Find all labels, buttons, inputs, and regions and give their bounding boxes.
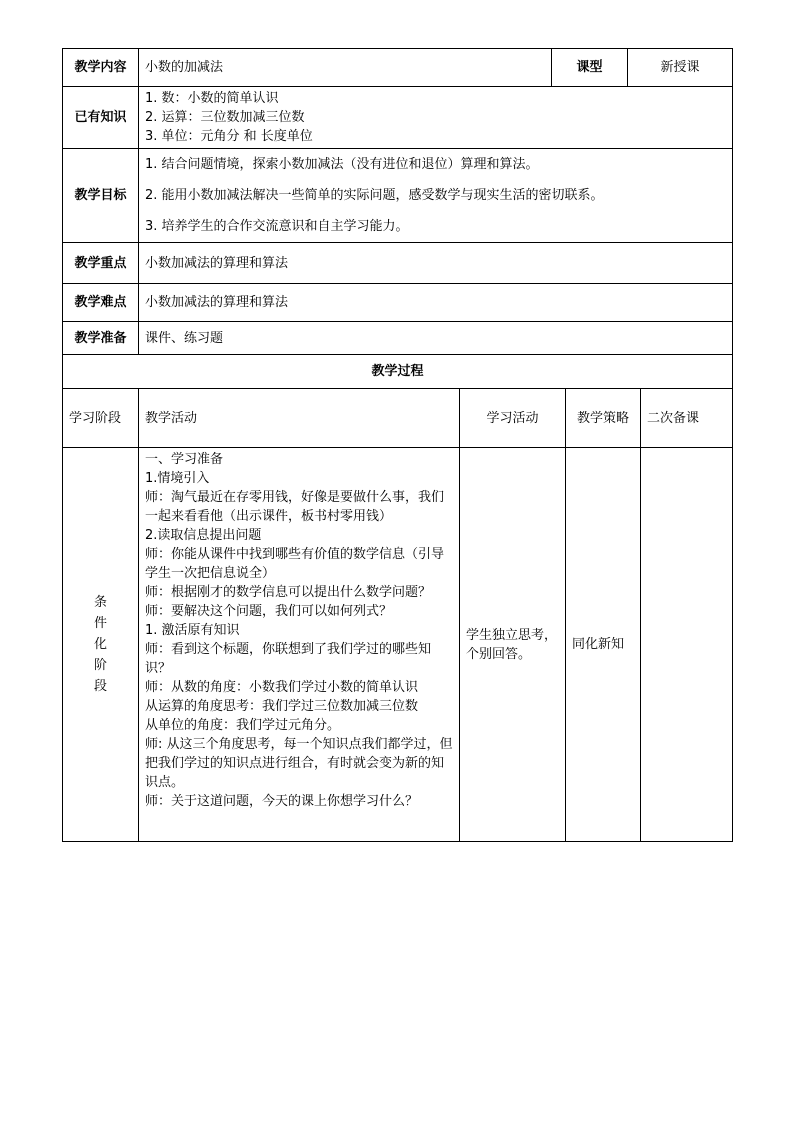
objectives-label: 教学目标 (63, 149, 139, 243)
header-learning-activity: 学习活动 (460, 389, 566, 448)
lesson-plan-table (62, 48, 733, 842)
stage-char: 条 (93, 595, 107, 610)
preparation-row (63, 322, 733, 355)
stage-cell (63, 448, 139, 842)
stage-char: 件 (93, 616, 107, 631)
prior-knowledge-row (63, 87, 733, 149)
process-header-row (63, 389, 733, 448)
key-points-row (63, 243, 733, 284)
learning-activity-cell: 学生独立思考，个别回答。 (460, 448, 566, 842)
header-teaching-activity: 教学活动 (139, 389, 460, 448)
stage-char: 化 (93, 637, 107, 652)
header-strategy: 教学策略 (566, 389, 641, 448)
objective-item: 2. 能用小数加减法解决一些简单的实际问题，感受数学与现实生活的密切联系。 (145, 188, 604, 203)
type-label: 课型 (552, 49, 628, 87)
prior-knowledge-item: 1. 数：小数的简单认识 (145, 91, 279, 106)
objectives-list (139, 149, 733, 243)
second-prep-cell (641, 448, 733, 842)
prior-knowledge-item: 3. 单位：元角分 和 长度单位 (145, 129, 313, 144)
prior-knowledge-item: 2. 运算：三位数加减三位数 (145, 110, 305, 125)
activity-line: 师：淘气最近在存零用钱，好像是要做什么事，我们一起来看看他（出示课件，板书村零用钱） (145, 490, 445, 524)
key-points-label: 教学重点 (63, 243, 139, 284)
process-title-row (63, 355, 733, 389)
objective-item: 1. 结合问题情境，探索小数加减法（没有进位和退位）算理和算法。 (145, 157, 539, 172)
difficulties-row (63, 284, 733, 322)
preparation-value: 课件、练习题 (139, 322, 733, 355)
stage-char: 阶 (93, 658, 107, 673)
header-second-prep: 二次备课 (641, 389, 733, 448)
type-value: 新授课 (628, 49, 733, 87)
activity-line: 师：根据刚才的数学信息可以提出什么数学问题？ (145, 585, 432, 600)
activity-line: 一、学习准备 (145, 452, 224, 467)
objectives-row (63, 149, 733, 243)
activity-line: 1. 激活原有知识 (145, 623, 240, 638)
content-row (63, 49, 733, 87)
activity-line: 师: 从这三个角度思考，每一个知识点我们都学过，但把我们学过的知识点进行组合，有时就会变为新的知识点。 (145, 737, 453, 790)
preparation-label: 教学准备 (63, 322, 139, 355)
activity-line: 从运算的角度思考：我们学过三位数加减三位数 (145, 699, 419, 714)
header-stage: 学习阶段 (63, 389, 139, 448)
activity-line: 师：你能从课件中找到哪些有价值的数学信息（引导学生一次把信息说全） (145, 547, 445, 581)
activity-line: 2.读取信息提出问题 (145, 528, 262, 543)
activity-line: 师：从数的角度：小数我们学过小数的简单认识 (145, 680, 419, 695)
key-points-value: 小数加减法的算理和算法 (139, 243, 733, 284)
difficulties-label: 教学难点 (63, 284, 139, 322)
process-row (63, 448, 733, 842)
activity-line: 1.情境引入 (145, 471, 210, 486)
prior-knowledge-label: 已有知识 (63, 87, 139, 149)
prior-knowledge-list (139, 87, 733, 149)
activity-line: 从单位的角度：我们学过元角分。 (145, 718, 341, 733)
activity-line: 师：要解决这个问题，我们可以如何列式？ (145, 604, 393, 619)
activity-line: 师：关于这道问题，今天的课上你想学习什么？ (145, 794, 419, 809)
strategy-cell: 同化新知 (566, 448, 641, 842)
difficulties-value: 小数加减法的算理和算法 (139, 284, 733, 322)
activity-line: 师：看到这个标题，你联想到了我们学过的哪些知识？ (145, 642, 432, 676)
process-title: 教学过程 (63, 355, 733, 389)
content-value: 小数的加减法 (139, 49, 552, 87)
content-label: 教学内容 (63, 49, 139, 87)
stage-char: 段 (93, 679, 107, 694)
objective-item: 3. 培养学生的合作交流意识和自主学习能力。 (145, 219, 409, 234)
teaching-activities-cell (139, 448, 460, 842)
